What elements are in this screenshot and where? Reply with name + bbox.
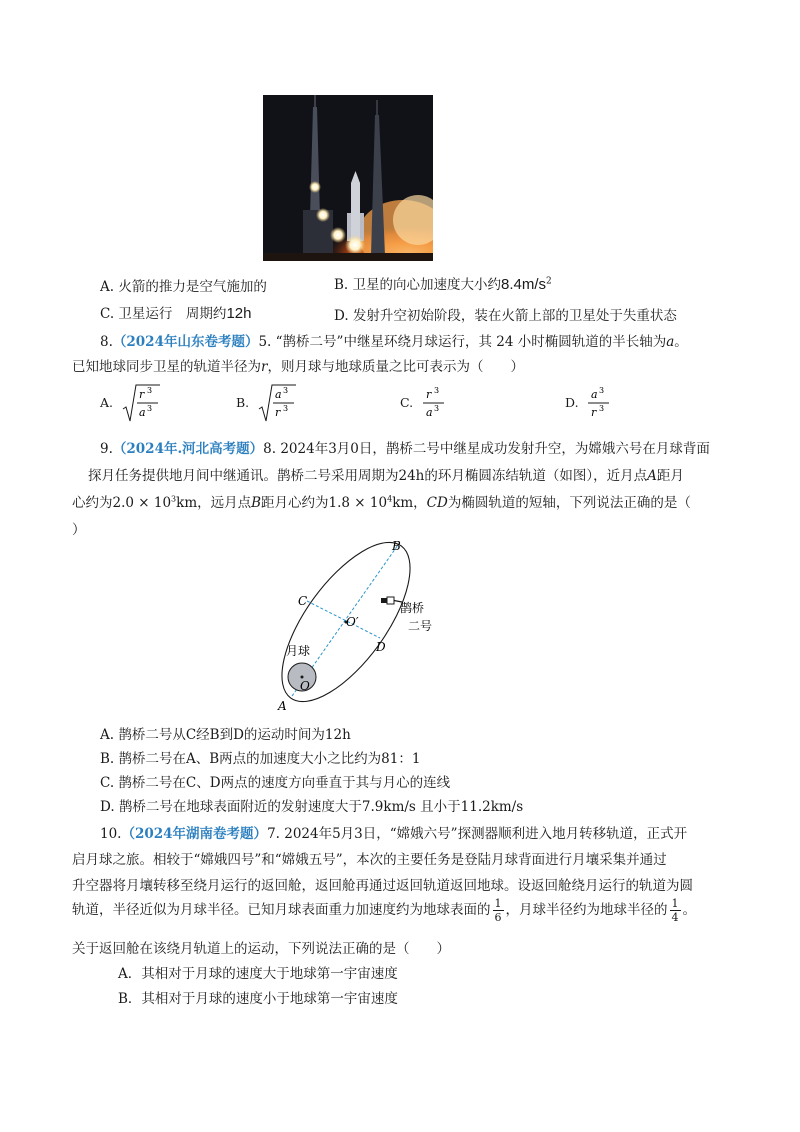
q10-option-a: A．其相对于月球的速度大于地球第一宇宙速度 — [118, 966, 398, 982]
q10-line-3: 升空器将月壤转移至绕月运行的返回舱，返回舱再通过返回轨道返回地球。设返回舱绕月运行的轨道为圆 — [72, 878, 693, 894]
q7-option-a: A. 火箭的推力是空气施加的 — [100, 279, 267, 295]
svg-text:a: a — [139, 406, 146, 419]
satellite-icon — [381, 597, 402, 604]
svg-text:3: 3 — [434, 404, 440, 413]
svg-text:r: r — [591, 406, 597, 419]
fraction — [420, 383, 450, 423]
q9-option-c: C. 鹊桥二号在C、D两点的速度方向垂直于其与月心的连线 — [100, 775, 451, 791]
q9-line-4: ） — [72, 522, 86, 538]
label-O: O — [300, 679, 310, 693]
svg-text:r: r — [139, 388, 145, 401]
svg-text:r: r — [426, 388, 432, 401]
q8-source: （2024年山东卷考题） — [112, 334, 259, 350]
label-A: A — [278, 699, 287, 713]
svg-text:r: r — [275, 406, 281, 419]
label-D: D — [376, 640, 386, 654]
q7-option-b: B. 卫星的向心加速度大小约$8.4m/s^2$ — [334, 276, 552, 293]
svg-text:a: a — [591, 388, 598, 401]
satellite-label-2: 二号 — [408, 619, 433, 633]
sqrt-icon — [122, 383, 162, 423]
q10-option-b: B．其相对于月球的速度小于地球第一宇宙速度 — [118, 991, 398, 1007]
svg-text:3: 3 — [147, 386, 153, 395]
q9-line-3: 心约为$2.0 \times 10^3km$，远月点B距月心约为$1.8 \times 10^4km$，CD为椭圆轨道的短轴，下列说法正确的是（ — [72, 494, 691, 511]
q9-source: （2024年.河北高考题） — [112, 441, 264, 457]
svg-text:a: a — [426, 406, 433, 419]
q8-option-a: A. r 3 a 3 — [100, 383, 180, 423]
q10-line-1: 10.（2024年湖南卷考题）7. 2024年5月3日，“嫦娥六号”探测器顺利进入地月转移轨道，正式开 — [100, 826, 688, 842]
fraction-one-sixth: $\frac{1}{6}$ — [494, 897, 502, 924]
label-B: B — [392, 539, 401, 553]
svg-text:3: 3 — [147, 404, 153, 413]
svg-text:3: 3 — [599, 386, 605, 395]
q10-line-4: 轨道，半径近似为月球半径。已知月球表面重力加速度约为地球表面的 $\frac{1}{6}$ ，月球半径约为地球半径的 $\frac{1}{4}$ 。 — [72, 897, 696, 924]
svg-text:a: a — [275, 388, 282, 401]
q8-option-d: D. a 3 r 3 — [565, 383, 645, 423]
q8-option-b: B. a 3 r 3 — [236, 383, 316, 423]
q9-line-1: 9.（2024年.河北高考题）8. 2024年3月0日，鹊桥二号中继星成功发射升空，为嫦娥六号在月球背面 — [100, 441, 710, 457]
q10-source: （2024年湖南卷考题） — [121, 826, 268, 842]
label-O-prime: O′ — [346, 615, 359, 629]
q8-line-2: 已知地球同步卫星的轨道半径为r，则月球与地球质量之比可表示为（ ） — [72, 359, 524, 375]
q7-option-d: D. 发射升空初始阶段，装在火箭上部的卫星处于失重状态 — [334, 308, 677, 324]
orbit-diagram — [270, 535, 460, 715]
svg-text:3: 3 — [434, 386, 440, 395]
sqrt-icon — [258, 383, 298, 423]
q9-line-2: 探月任务提供地月间中继通讯。鹊桥二号采用周期为24h的环月椭圆冻结轨道（如图），近月点A距月 — [88, 468, 684, 484]
fraction — [585, 383, 615, 423]
q7-option-c: C. 卫星运行 周期约12h — [100, 305, 252, 322]
q8-line-1: 8.（2024年山东卷考题）5. “鹊桥二号”中继星环绕月球运行，其 24 小时椭圆轨道的半长轴为a。 — [100, 334, 688, 350]
q8-option-c: C. r 3 a 3 — [400, 383, 480, 423]
rocket-launch-photo — [263, 95, 433, 261]
q9-option-d: D. 鹊桥二号在地球表面附近的发射速度大于7.9km/s 且小于11.2km/s — [100, 799, 524, 815]
satellite-label-1: 鹊桥 — [400, 601, 425, 615]
q9-option-a: A. 鹊桥二号从C经B到D的运动时间为12h — [100, 727, 351, 743]
svg-text:3: 3 — [283, 386, 289, 395]
q10-line-5: 关于返回舱在该绕月轨道上的运动，下列说法正确的是（ ） — [72, 941, 450, 957]
fraction-one-quarter: $\frac{1}{4}$ — [671, 897, 679, 924]
svg-text:3: 3 — [283, 404, 289, 413]
label-C: C — [298, 594, 308, 608]
moon-label: 月球 — [286, 644, 311, 658]
minor-axis — [307, 601, 380, 638]
q10-line-2: 启月球之旅。相较于“嫦娥四号”和“嫦娥五号”，本次的主要任务是登陆月球背面进行月壤采集并通过 — [72, 852, 667, 868]
q9-option-b: B. 鹊桥二号在A、B两点的加速度大小之比约为81：1 — [100, 751, 421, 767]
svg-text:3: 3 — [599, 404, 605, 413]
